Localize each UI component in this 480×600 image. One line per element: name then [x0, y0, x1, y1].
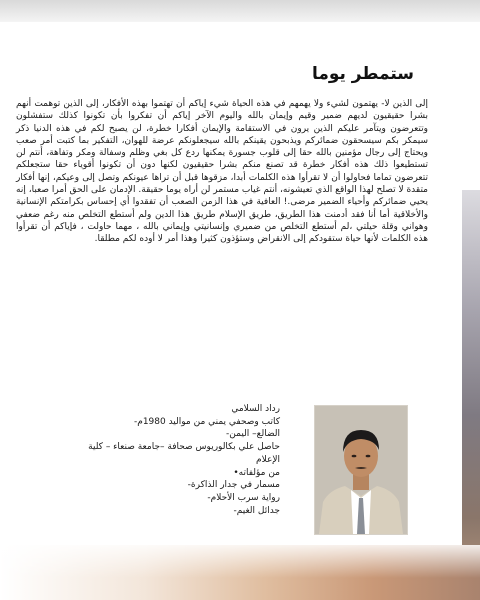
author-bio-line: كاتب وصحفي يمني من مواليد 1980م-: [133, 416, 280, 427]
works-item: رواية سرب الأحلام-: [207, 492, 280, 503]
author-photo: [314, 405, 408, 535]
article-body: إلى الذين لا- يهتمون لشيء ولا يهمهم في هذه الحياة شيء إياكم أن تهتموا بهذه الأفكار، إلى الذين توهمت أنهم بشرا حقيقيون لديهم ضمير وقيم وإيمان بالله واليوم الآخر إياكم أن تفكروا بأن تكونوا كذلك ستفشلون وتتعرضون ويتآمر عليكم الذين يرون في الاستقامة والإيمان أفكارا خطرة، لن يصبح لكم في هذه الدنيا ذكر سيمكر بكم سيسحقون ضمائركم ويذبحون يقينكم بالله سيجعلونكم عرضة للهوان، التفكير بما كتبت أمر صعب ويحتاج إلى رجال مؤمنين بالله حقا إلى قلوب جسورة يمكنها ردع كل بغي وظلم وسفالة ومكر وتفاهة، أنتم لن تستطيعوا ذلك هذه أفكار خطرة قد تصنع منكم بشرا حقيقيون لكنها دون أن تكونوا أقوياء حقا ستجعلكم تتعرضون تماما فحاولوا أن لا تقرأوا هذه الكلمات أبدا، مزقوها قبل أن تراها عيونكم وتصل إلى وعيكم، إنها أفكار متقدة لا تصلح لهذا الواقع الذي تعيشونه، أنتم غياب مستمر لن أراه يوما حقيقة. الإدمان على الحق أمرا صعبا، إنه يحيي ضمائركم وأحياء الضمير مرضى.! العافية في هذا الزمن الصعب أن تفقدوا أي إحساس بكرامتكم الإنسانية والأخلاقية أما أنا فقد أدمنت هذا الطريق، طريق الإسلام طريق هذا الدين ولم أستطع التخلص منه رغم ضعفي وهواني وقلة حيلتي ،لم أستطع التخلص من ضميري وإنسانيتي وإيماني بالله ، مهما حاولت ، فإياكم أن تقرأوا هذه الكلمات لأنها حياة ستقودكم إلى الانقراض وستؤذون كثيرا وهذا أمر لا أوده لكم مطلقا.: [16, 99, 428, 245]
author-portrait-image: [315, 406, 407, 534]
article-title: ستمطر يوما: [311, 64, 414, 84]
author-bio-line: الضالع– اليمن-: [226, 429, 280, 440]
works-item: مسمار في جدار الذاكرة-: [187, 480, 280, 491]
author-bio-line: حاصل علي بكالوريوس صحافة –جامعة صنعاء – كلية الإعلام: [88, 442, 280, 465]
background-image-edge-right: [462, 190, 480, 600]
works-item: جدائل الغيم-: [233, 505, 280, 516]
content-panel: [0, 22, 462, 545]
top-background-band: [0, 0, 480, 22]
background-image-bottom: [0, 545, 480, 600]
author-bio: [80, 403, 280, 517]
author-name: رداد السلامي: [231, 404, 280, 414]
works-heading: من مؤلفاته•: [233, 467, 280, 478]
